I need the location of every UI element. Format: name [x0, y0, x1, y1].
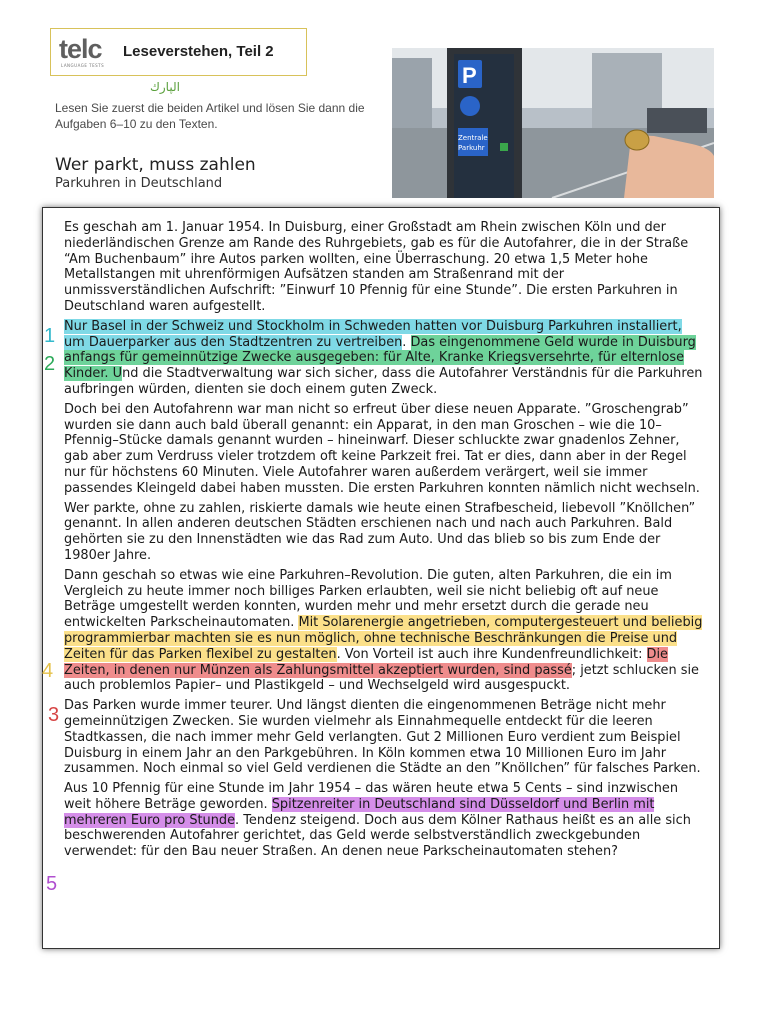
paragraph-5-text-a: Dann geschah so etwas wie eine Parkuhren–Revolution. Die guten, alten Parkuhren, die ein im Vergleich zu heute immer noch billiges Parken erlaubten, weil sie nicht beliebig oft auf neue Beträge umgestellt werden konnten, wurden mehr und mehr ersetzt durch die gerade neu entwickelten Parkscheinautomaten. [64, 567, 672, 631]
answer-marker-1: 1 [44, 325, 56, 347]
answer-marker-4: 4 [42, 660, 54, 682]
answer-marker-3: 3 [48, 704, 60, 726]
article-paragraph-3: Doch bei den Autofahrenn war man nicht so erfreut über diese neuen Apparate. ”Groschengrab” wurden sie dann auch bald überall genannt: ein Apparat, in den man Groschen – wie die 10–Pfennig–Stücke damals genannt wurden – hineinwarf. Dieser schluckte zwar gnadenlos Zehner, gab aber zum Verdruss vieler trotzdem oft keine Parkzeit frei. Tat er dies, dann aber in der Regel nur für höchstens 60 Minuten. Viele Autofahrer waren außerdem verärgert, weil sie immer passendes Kleingeld dabei haben mussten. Die ersten Parkuhren konnten nämlich nicht wechseln. [64, 401, 700, 496]
paragraph-7-text-b: . Tendenz steigend. Doch aus dem Kölner Rathaus heißt es an alle sich beschwerenden Autofahrer gerichtet, das Geld werde selbstverständlich zweckgebunden verwendet: für den Bau neuer Straßen. An denen neue Parkscheinautomaten stehen? [64, 812, 691, 860]
paragraph-2-text-b: nd die Stadtverwaltung war sich sicher, dass die Autofahrer Verständnis für die Parkuhren aufbringen würden, dienten sie doch einem guten Zweck. [64, 366, 703, 397]
highlight-answer-4: Mit Solarenergie angetrieben, computergesteuert und beliebig programmierbar machten sie es nun möglich, ohne technische Beschränkungen die Preise und Zeiten für das Parken flexibel zu gestalten [64, 615, 703, 662]
article-paragraph-1: Es geschah am 1. Januar 1954. In Duisburg, einer Großstadt am Rhein zwischen Köln und der niederländischen Grenze am Rande des Ruhrgebiets, gab es für die Autofahrer, die in der Straße “Am Buchenbaum” ihre Autos parken wollten, eine Überraschung. 20 etwa 1,5 Meter hohe Metallstangen mit uhrenförmigen Aufsätzen standen am Straßenrand mit der unmissverständlichen Aufschrift: ”Einwurf 10 Pfennig für eine Stunde”. Die ersten Parkuhren in Deutschland waren aufgestellt. [64, 220, 689, 314]
answer-marker-5: 5 [46, 873, 58, 895]
highlight-answer-2: Das eingenommene Geld wurde in Duisburg anfangs für gemeinnützige Zwecke ausgegeben: für Alte, Kranke Kriegsversehrte, für elternlose Kinder. U [64, 334, 696, 382]
answer-marker-2: 2 [44, 353, 56, 375]
paragraph-5-text-b: . Von Vorteil ist auch ihre Kundenfreundlichkeit: [336, 646, 647, 662]
parking-meter-illustration [392, 48, 714, 198]
telc-logo: telc [59, 34, 102, 64]
parking-meter-photo [392, 48, 714, 198]
meter-label-line1: Zentrale [458, 134, 488, 142]
instruction-text: Lesen Sie zuerst die beiden Artikel und lösen Sie dann die Aufgaben 6–10 zu den Texten. [55, 101, 365, 131]
highlight-answer-1: Nur Basel in der Schweiz und Stockholm in Schweden hatten vor Duisburg Parkuhren installiert, um Dauerparker aus den Stadtzentren zu vertreiben [64, 318, 682, 350]
meter-label-line2: Parkuhr [458, 144, 485, 152]
telc-logo-box [50, 28, 307, 76]
article-subtitle: Parkuhren in Deutschland [55, 176, 223, 191]
article-paragraph-5 [64, 568, 703, 694]
article-title: Wer parkt, muss zahlen [55, 155, 256, 175]
paragraph-5-text-c: ; jetzt schlucken sie auch problemlos Papier– und Plastikgeld – und Wechselgeld wird ausgespuckt. [64, 662, 699, 694]
handwritten-note: الپارك [150, 80, 180, 94]
article-paragraph-2 [64, 319, 703, 398]
highlight-answer-3: Die Zeiten, in denen nur Münzen als Zahlungsmittel akzeptiert wurden, sind passé [64, 646, 668, 678]
article-paragraph-6: Das Parken wurde immer teurer. Und längst dienten die eingenommenen Beträge nicht mehr gemeinnützigen Zwecken. Sie wurden vielmehr als Einnahmequelle entdeckt für die leeren Stadtkassen, die nach immer mehr Geld verlangten. Gut 2 Millionen Euro verdient zum Beispiel Duisburg in einem Jahr an den Parkgebühren. In Köln kommen etwa 10 Millionen Euro im Jahr zusammen. Noch einmal so viel Geld verdienen die Städte an den ”Knöllchen” für falsches Parken. [64, 698, 701, 777]
article-paragraph-7 [64, 781, 703, 860]
telc-logo-subtext: LANGUAGE TESTS [61, 63, 105, 68]
section-title: Leseverstehen, Teil 2 [123, 43, 274, 60]
paragraph-7-text-a: Aus 10 Pfennig für eine Stunde im Jahr 1954 – das wären heute etwa 5 Cents – sind inzwischen weit höhere Beträge geworden. [64, 781, 679, 812]
article-paragraph-4: Wer parkte, ohne zu zahlen, riskierte damals wie heute einen Strafbescheid, liebevoll ”Knöllchen” genannt. In allen anderen deutschen Städten erschienen nach und nach auch Parkuhren. Bald gehörten sie zu den Innenstädten wie das Rad zum Auto. Und das blieb so bis zum Ende der 1980er Jahre. [64, 500, 696, 563]
article-box [42, 207, 720, 949]
parking-sign-letter: P [462, 63, 477, 88]
paragraph-2-text-a: . [402, 334, 411, 350]
highlight-answer-5: Spitzenreiter in Deutschland sind Düsseldorf und Berlin mit mehreren Euro pro Stunde [64, 796, 655, 828]
